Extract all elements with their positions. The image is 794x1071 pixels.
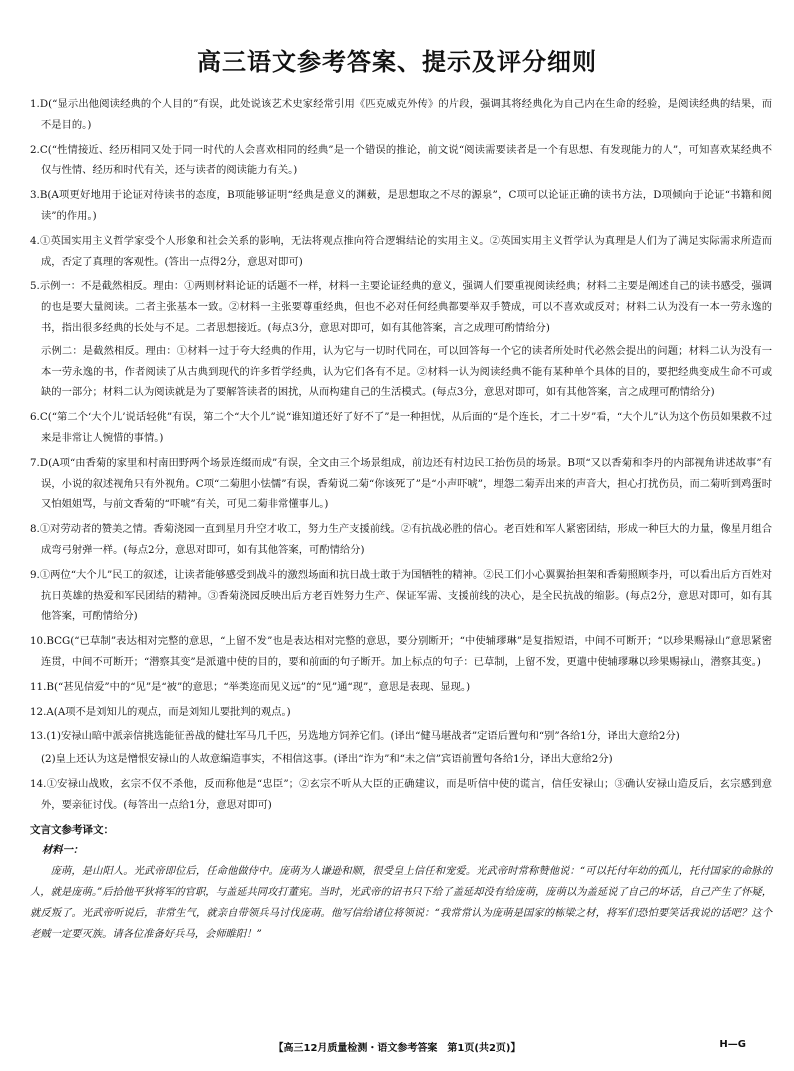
page-title: 高三语文参考答案、提示及评分细则 (197, 48, 597, 76)
answer-item: 1.D(“显示出他阅读经典的个人目的”有误，此处说该艺术史家经常引用《匹克威克外传》的片段，强调其将经典化为自己内在生命的经验，是阅读经典的结果，而不是目的。) (30, 98, 772, 131)
answer-item: 8.①对劳动者的赞美之情。香菊浇园一直到星月升空才收工，努力生产支援前线。②有抗战必胜的信心。老百姓和军人紧密团结，形成一种巨大的力量，像星月组合成弯弓射弹一样。(每点2分，意思对即可，如有其他答案，可酌情给分) (30, 523, 772, 556)
answer-example-two: 示例二：是截然相反。理由：①材料一过于夸大经典的作用，认为它与一切时代同在，可以回答每一个它的读者所处时代必然会提出的问题；材料二认为没有一本一劳永逸的书，作者阅读了从古典到现代的许多哲学经典，认为它们各有不足。②材料一认为阅读经典不能有某种单个具体的目的，要把经典变成生命不可或缺的一部分；材料二认为阅读就是为了要解答读者的困扰，从而构建自己的生活模式。(每点3分，意思对即可，如有其他答案，言之成理可酌情给分) (41, 344, 772, 399)
answer-item: 7.D(A项“由香菊的家里和村南田野两个场景连缀而成”有误，全文由三个场景组成，前边还有村边民工抬伤员的场景。B项“又以香菊和李丹的内部视角讲述故事”有误，小说的叙述视角只有外视角。C项“二菊胆小怯懦”有误，香菊说二菊“你该死了”是“小声吓唬”，埋怨二菊弄出来的声音大，担心打扰伤员，而二菊听到鸡蛋时又怕姐姐骂，与前文香菊的“吓唬”有关，可见二菊非常懂事儿。) (30, 456, 772, 511)
footer-code: H—G (719, 1039, 746, 1050)
answer-item: 6.C(“第二个‘大个儿’说话轻佻”有误，第二个“大个儿”说“谁知道还好了好不了”是一种担忧，从后面的“是个连长，才二十岁”看，“大个儿”认为这个伤员如果救不过来是非常让人惋惜的事情。) (30, 411, 772, 444)
answer-item: 9.①两位“大个儿”民工的叙述，让读者能够感受到战斗的激烈场面和抗日战士敢于为国牺牲的精神。②民工们小心翼翼抬担架和香菊照顾李丹，可以看出后方百姓对抗日英雄的热爱和军民团结的精神。③香菊浇园反映出后方老百姓努力生产、保证军需、支援前线的决心，是全民抗战的缩影。(每点2分，意思对即可，如有其他答案，可酌情给分) (30, 568, 772, 623)
translation-heading: 文言文参考译文： (30, 823, 114, 836)
answer-item: 12.A(A项不是刘知儿的观点，而是刘知儿要批判的观点。) (30, 705, 291, 718)
answer-content (30, 94, 772, 945)
translation-text: 庞萌，是山阳人。光武帝即位后，任命他做侍中。庞萌为人谦逊和顺，很受皇上信任和宠爱。光武帝时常称赞他说：“可以托付年幼的孤儿，托付国家的命脉的人，就是庞萌。”后拾他平狄将军的官职，与盖延共同攻打董宪。当时，光武帝的诏书只下给了盖延却没有给庞萌，庞萌以为盖延说了自己的坏话，自己产生了怀疑，就反叛了。光武帝听说后，非常生气，就亲自带领兵马讨伐庞萌。他写信给诸位将领说：“我常常认为庞萌是国家的栋梁之材，将军们恐怕要笑话我说的话吧？这个老贼一定要灭族。请各位准备好兵马，会师睢阳！” (30, 865, 772, 941)
answer-item: 4.①英国实用主义哲学家受个人形象和社会关系的影响，无法将观点推向符合逻辑结论的实用主义。②英国实用主义哲学认为真理是人们为了满足实际需求所造而成，否定了真理的客观性。(答出一点得2分，意思对即可) (30, 234, 772, 268)
answer-item: 14.①安禄山战败，玄宗不仅不杀他，反而称他是“忠臣”；②玄宗不听从大臣的正确建议，而是听信中使的谎言，信任安禄山；③确认安禄山造反后，玄宗感到意外，要亲征讨伐。(每答出一点给1分，意思对即可) (30, 777, 772, 811)
material-label: 材料一： (42, 844, 84, 857)
answer-item: 11.B(“甚见信爱”中的“见”是“被”的意思；“举类迩而见义远”的“见”通“现”，意思是表现、显现。) (30, 680, 471, 693)
answer-item: 3.B(A项更好地用于论证对待读书的态度，B项能够证明“经典是意义的渊薮，是思想取之不尽的源泉”，C项可以论证正确的读书方法，D项倾向于论证“书籍和阅读”的作用。) (30, 189, 772, 222)
footer-page-info: 【高三12月质量检测・语文参考答案 第1页(共2页)】 (273, 1043, 521, 1054)
answer-item-13-2: (2)皇上还认为这是憎恨安禄山的人故意编造事实，不相信这事。(译出“诈为”和“未之信”宾语前置句各给1分，译出大意给2分) (41, 753, 613, 766)
answer-item: 10.BCG(“已草制”表达相对完整的意思，“上留不发”也是表达相对完整的意思，要分别断开；“中使辅璆琳”是复指短语，中间不可断开；“以珍果赐禄山”意思紧密连贯，中间不可断开；“潜察其变”是派遣中使的目的，要和前面的句子断开。加上标点的句子：已草制，上留不发，更遣中使辅璆琳以珍果赐禄山，潜察其变。) (30, 635, 772, 668)
answer-item: 2.C(“性情接近、经历相同又处于同一时代的人会喜欢相同的经典”是一个错误的推论，前文说“阅读需要读者是一个有思想、有发现能力的人”，可知喜欢某经典不仅与性情、经历和时代有关，还与读者的阅读能力有关。) (30, 143, 772, 177)
answer-item: 13.(1)安禄山暗中派亲信挑选能征善战的健壮军马几千匹，另选地方饲养它们。(译出“健马堪战者”定语后置句和“别”各给1分，译出大意给2分) (30, 730, 680, 743)
answer-item: 5.示例一：不是截然相反。理由：①两则材料论证的话题不一样，材料一主要论证经典的意义，强调人们要重视阅读经典；材料二主要是阐述自己的读书感受，强调的也是要大量阅读。二者主张基本一致。②材料一主张要尊重经典，但也不必对任何经典都要举双手赞成，可以不喜欢或反对；材料二认为没有一本一劳永逸的书，指出很多经典的长处与不足。二者思想接近。(每点3分，意思对即可，如有其他答案，言之成理可酌情给分) (30, 280, 772, 334)
